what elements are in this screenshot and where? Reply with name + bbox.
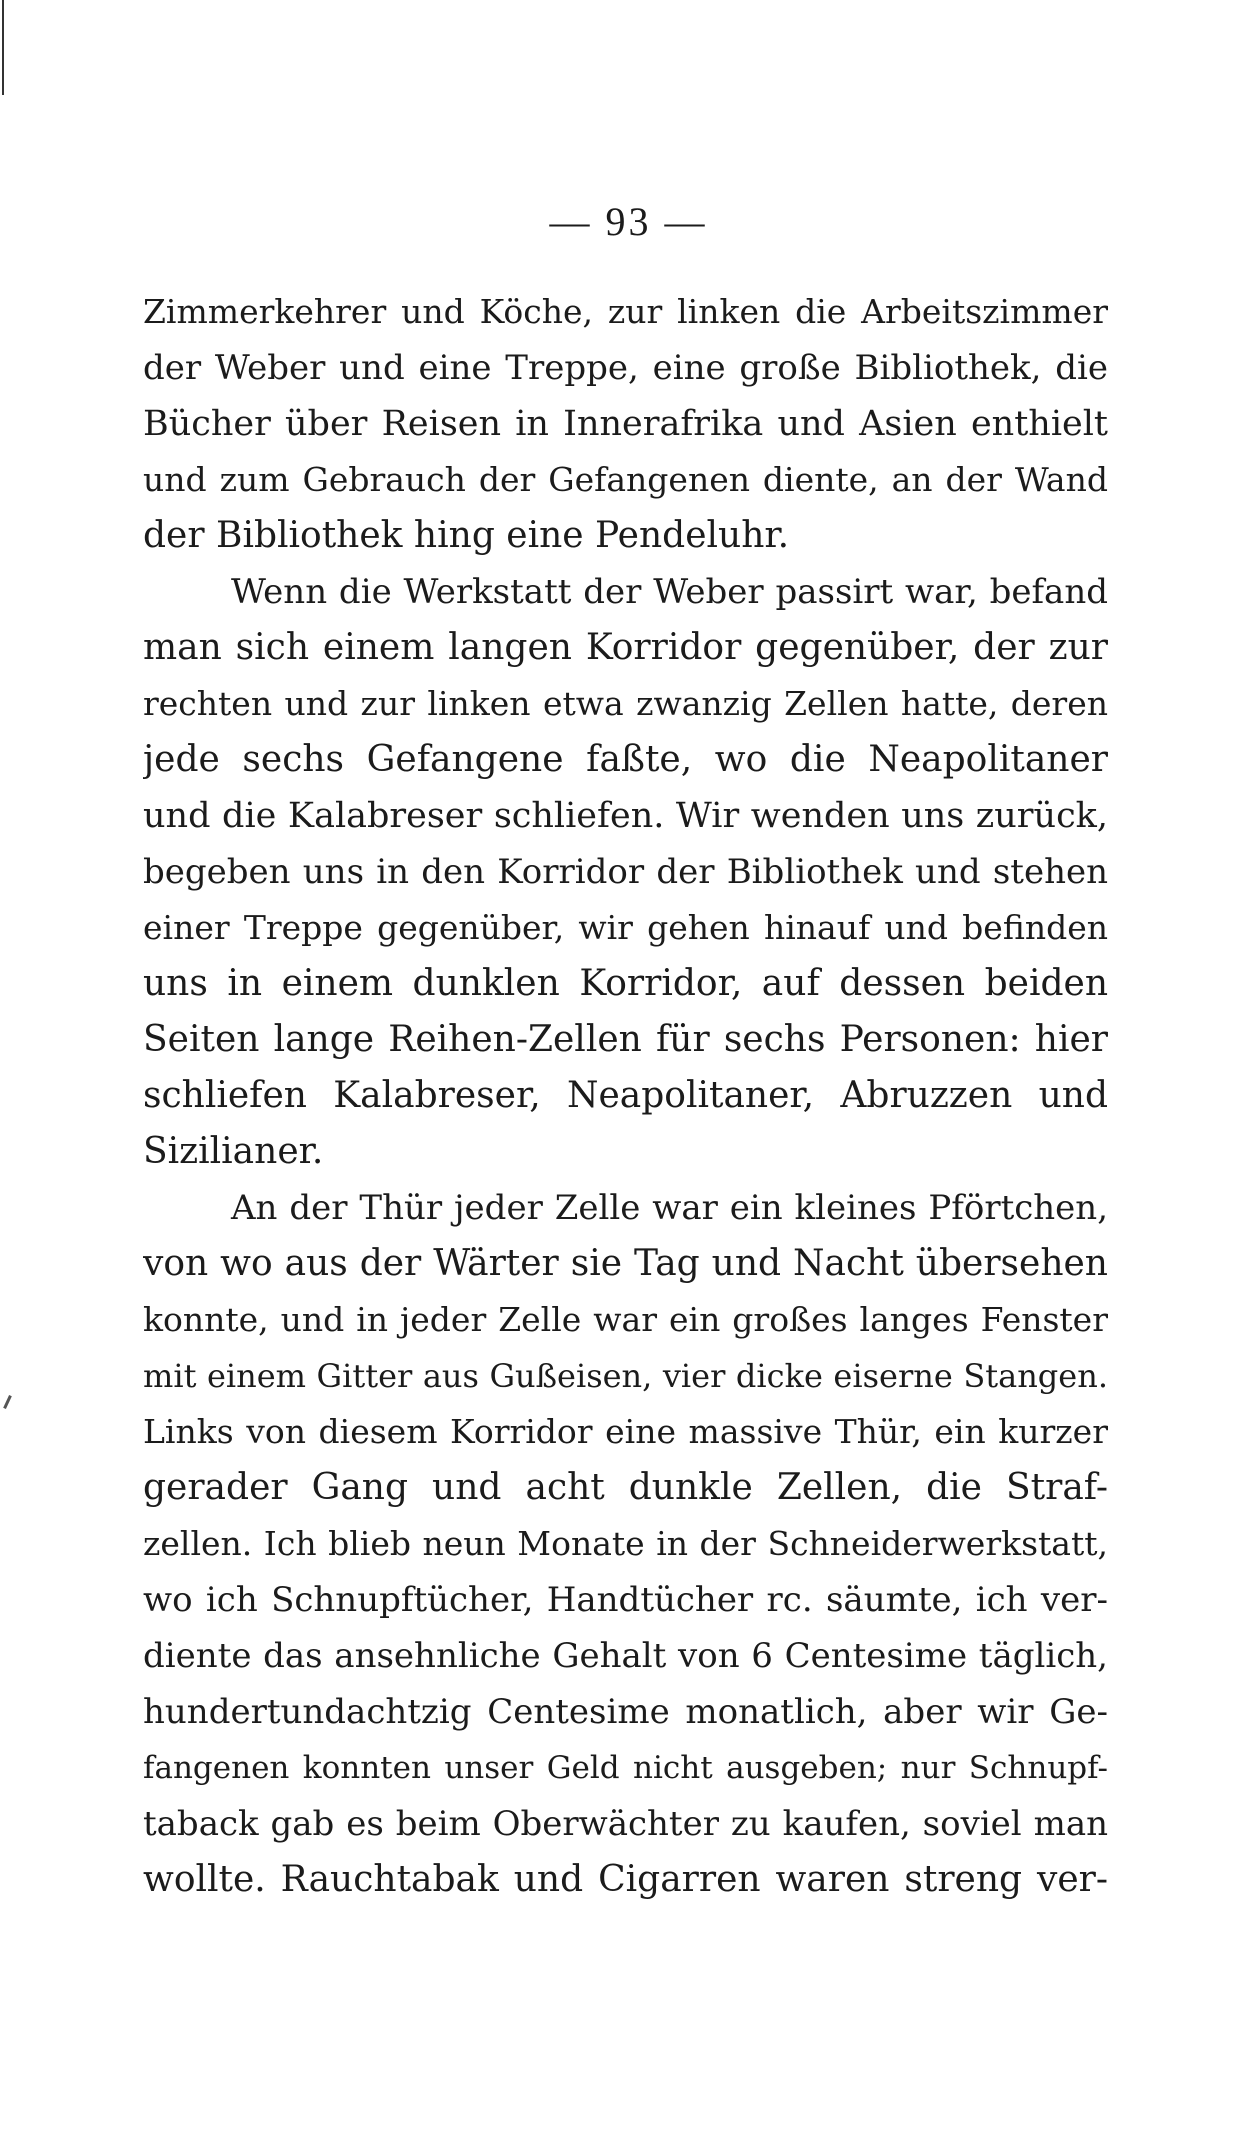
- text-line: hundertundachtzig Centesime monatlich, aber wir Ge-: [143, 1692, 1108, 1732]
- text-line: einer Treppe gegenüber, wir gehen hinauf und befinden: [143, 908, 1108, 947]
- text-line: zellen. Ich blieb neun Monate in der Schneiderwerkstatt,: [143, 1524, 1108, 1563]
- text-line: Bücher über Reisen in Innerafrika und Asien enthielt: [143, 404, 1108, 444]
- text-line: konnte, und in jeder Zelle war ein großes langes Fenster: [143, 1300, 1108, 1339]
- scan-edge-mark: [2, 0, 4, 95]
- text-line: und die Kalabreser schliefen. Wir wenden uns zurück,: [143, 796, 1108, 836]
- scan-speck: [3, 1395, 12, 1409]
- text-line: diente das ansehnliche Gehalt von 6 Centesime täglich,: [143, 1636, 1108, 1676]
- text-line: jede sechs Gefangene faßte, wo die Neapolitaner: [143, 739, 1108, 780]
- text-line: begeben uns in den Korridor der Bibliothek und stehen: [143, 852, 1108, 892]
- text-line: der Weber und eine Treppe, eine große Bibliothek, die: [143, 348, 1108, 388]
- text-line: rechten und zur linken etwa zwanzig Zellen hatte, deren: [143, 684, 1108, 723]
- text-line: gerader Gang und acht dunkle Zellen, die Straf-: [143, 1467, 1108, 1508]
- text-line: Links von diesem Korridor eine massive Thür, ein kurzer: [143, 1412, 1108, 1451]
- text-line: von wo aus der Wärter sie Tag und Nacht übersehen: [143, 1243, 1108, 1284]
- page-number: — 93 —: [549, 199, 708, 244]
- text-line: Seiten lange Reihen-Zellen für sechs Personen: hier: [143, 1019, 1108, 1060]
- text-line: Sizilianer.: [143, 1131, 324, 1172]
- text-line: Wenn die Werkstatt der Weber passirt war, befand: [231, 572, 1108, 612]
- text-line: fangenen konnten unser Geld nicht ausgeben; nur Schnupf-: [143, 1750, 1108, 1786]
- text-line: uns in einem dunklen Korridor, auf dessen beiden: [143, 963, 1108, 1004]
- text-line: Zimmerkehrer und Köche, zur linken die Arbeitszimmer: [143, 292, 1108, 331]
- text-line: der Bibliothek hing eine Pendeluhr.: [143, 515, 790, 556]
- text-line: schliefen Kalabreser, Neapolitaner, Abruzzen und: [143, 1075, 1108, 1116]
- text-line: wo ich Schnupftücher, Handtücher rc. säumte, ich ver-: [143, 1580, 1108, 1620]
- text-line: und zum Gebrauch der Gefangenen diente, an der Wand: [143, 460, 1108, 499]
- text-line: An der Thür jeder Zelle war ein kleines Pförtchen,: [231, 1188, 1108, 1228]
- text-line: mit einem Gitter aus Gußeisen, vier dicke eiserne Stangen.: [143, 1357, 1108, 1395]
- body-text: [143, 284, 1108, 1908]
- text-line: man sich einem langen Korridor gegenüber, der zur: [143, 627, 1108, 668]
- text-line: taback gab es beim Oberwächter zu kaufen, soviel man: [143, 1804, 1108, 1844]
- text-line: wollte. Rauchtabak und Cigarren waren streng ver-: [143, 1859, 1108, 1900]
